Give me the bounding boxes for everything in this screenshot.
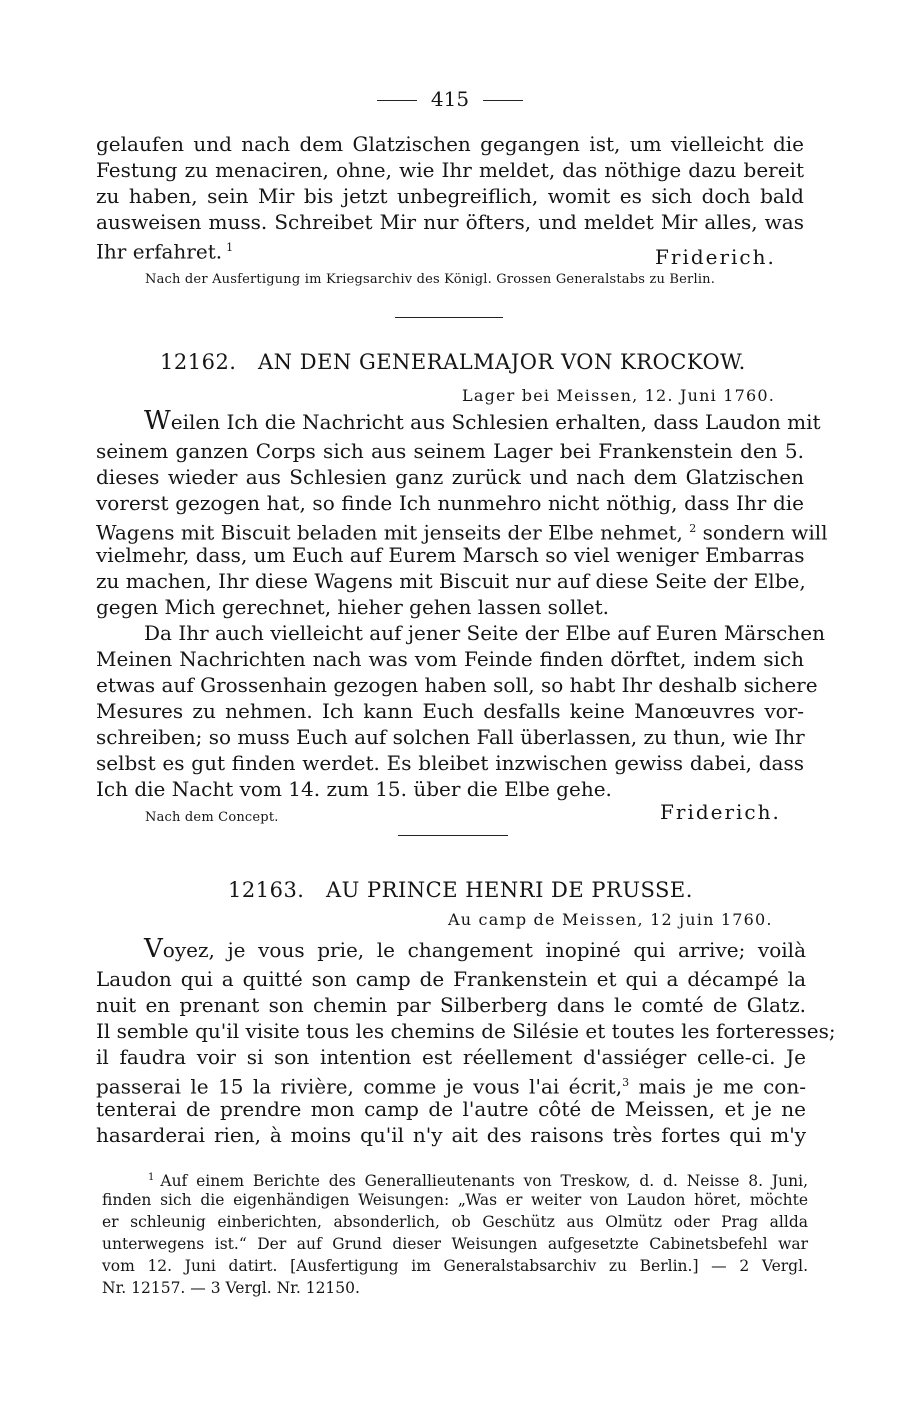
source-note: Nach der Ausfertigung im Kriegsarchiv des Königl. Grossen Generalstabs zu Berlin. xyxy=(145,272,716,287)
header-dash-right xyxy=(483,100,523,101)
first-line-text: oyez, je vous prie, le changement inopiné qui arrive; voilà xyxy=(162,938,806,962)
letter-title: AU PRINCE HENRI DE PRUSSE. xyxy=(326,878,693,902)
letter-number: 12162. xyxy=(160,350,237,374)
dateline: Au camp de Meissen, 12 juin 1760. xyxy=(448,910,773,929)
text-line-last xyxy=(96,235,233,265)
footnote-ref: 2 xyxy=(689,522,697,535)
text-line: tenterai de prendre mon camp de l'autre côté de Meissen, et je ne xyxy=(96,1097,806,1121)
section-rule xyxy=(398,835,508,836)
page-number: 415 xyxy=(430,87,470,111)
text-line: ausweisen muss. Schreibet Mir nur öfters, und meldet Mir alles, was xyxy=(96,210,804,234)
line-tail: sondern will xyxy=(702,520,828,545)
page-header xyxy=(0,87,900,111)
text-line: vielmehr, dass, um Euch auf Eurem Marsch so viel weniger Embarras xyxy=(96,543,805,567)
footnote-line: Nr. 12157. — 3 Vergl. Nr. 12150. xyxy=(102,1279,360,1297)
first-line xyxy=(144,406,821,436)
text-line: zu machen, Ihr diese Wagens mit Biscuit nur auf diese Seite der Elbe, xyxy=(96,569,806,593)
text-line: gelaufen und nach dem Glatzischen gegangen ist, um vielleicht die xyxy=(96,132,804,156)
header-dash-left xyxy=(377,100,417,101)
text-line: Meinen Nachrichten nach was vom Feinde finden dörftet, indem sich xyxy=(96,647,804,671)
letter-number: 12163. xyxy=(228,878,305,902)
text-line: gegen Mich gerechnet, hieher gehen lassen sollet. xyxy=(96,595,610,619)
text-line: Ich die Nacht vom 14. zum 15. über die Elbe gehe. xyxy=(96,777,612,801)
text-line: zu haben, sein Mir bis jetzt unbegreiflich, womit es sich doch bald xyxy=(96,184,804,208)
text-line: hasarderai rien, à moins qu'il n'y ait des raisons très fortes qui m'y xyxy=(96,1123,806,1147)
initial-letter: W xyxy=(144,406,171,436)
last-line-text: Ihr erfahret. xyxy=(96,239,223,264)
footnote-line: unterwegens ist.“ Der auf Grund dieser Weisungen aufgesetzte Cabinetsbefehl war xyxy=(102,1235,808,1253)
text-line: vorerst gezogen hat, so finde Ich nunmehro nicht nöthig, dass Ihr die xyxy=(96,491,804,515)
text-line: Il semble qu'il visite tous les chemins de Silésie et toutes les forteresses; xyxy=(96,1019,836,1043)
initial-letter: V xyxy=(144,934,163,964)
footnote-line: er schleunig einberichten, absonderlich, ob Geschütz aus Olmütz oder Prag allda xyxy=(102,1213,808,1231)
letter-heading xyxy=(160,350,746,374)
text-line: nuit en prenant son chemin par Silberberg dans le comté de Glatz. xyxy=(96,993,806,1017)
text-line: schreiben; so muss Euch auf solchen Fall überlassen, zu thun, wie Ihr xyxy=(96,725,805,749)
section-rule xyxy=(395,317,503,318)
footnote-ref: 1 xyxy=(226,241,234,254)
signature: Friderich. xyxy=(660,800,781,824)
text-line: Laudon qui a quitté son camp de Frankenstein et qui a décampé la xyxy=(96,967,806,991)
letter-heading xyxy=(228,878,693,902)
text-line: il faudra voir si son intention est réellement d'assiéger celle-ci. Je xyxy=(96,1045,806,1069)
letter-title: AN DEN GENERALMAJOR VON KROCKOW. xyxy=(258,350,746,374)
text-line: seinem ganzen Corps sich aus seinem Lager bei Frankenstein den 5. xyxy=(96,439,804,463)
text-line: etwas auf Grossenhain gezogen haben soll, so habt Ihr deshalb sichere xyxy=(96,673,818,697)
source-note: Nach dem Concept. xyxy=(145,810,279,825)
line-text: Wagens mit Biscuit beladen mit jenseits der Elbe nehmet, xyxy=(96,520,683,545)
dateline: Lager bei Meissen, 12. Juni 1760. xyxy=(462,386,776,405)
footnote-line: vom 12. Juni datirt. [Ausfertigung im Generalstabsarchiv zu Berlin.] — 2 Vergl. xyxy=(102,1257,808,1275)
text-line: selbst es gut finden werdet. Es bleibet inzwischen gewiss dabei, dass xyxy=(96,751,804,775)
text-line: Da Ihr auch vielleicht auf jener Seite der Elbe auf Euren Märschen xyxy=(144,621,825,645)
first-line-text: eilen Ich die Nachricht aus Schlesien erhalten, dass Laudon mit xyxy=(170,410,821,434)
signature: Friderich. xyxy=(655,245,776,269)
text-line: dieses wieder aus Schlesien ganz zurück und nach dem Glatzischen xyxy=(96,465,804,489)
footnote-line: finden sich die eigenhändigen Weisungen: „Was er weiter von Laudon höret, möchte xyxy=(102,1191,808,1209)
footnote-marker: 1 xyxy=(148,1172,155,1183)
line-tail: mais je me con- xyxy=(638,1074,806,1099)
line-text: passerai le 15 la rivière, comme je vous l'ai écrit, xyxy=(96,1074,623,1099)
footnote-text: Auf einem Berichte des Generallieutenants von Treskow, d. d. Neisse 8. Juni, xyxy=(160,1172,808,1191)
text-line: Festung zu menaciren, ohne, wie Ihr meldet, das nöthige dazu bereit xyxy=(96,158,804,182)
first-line xyxy=(144,936,806,963)
footnote-ref: 3 xyxy=(622,1076,630,1089)
text-line: Mesures zu nehmen. Ich kann Euch desfalls keine Manœuvres vor- xyxy=(96,699,804,723)
